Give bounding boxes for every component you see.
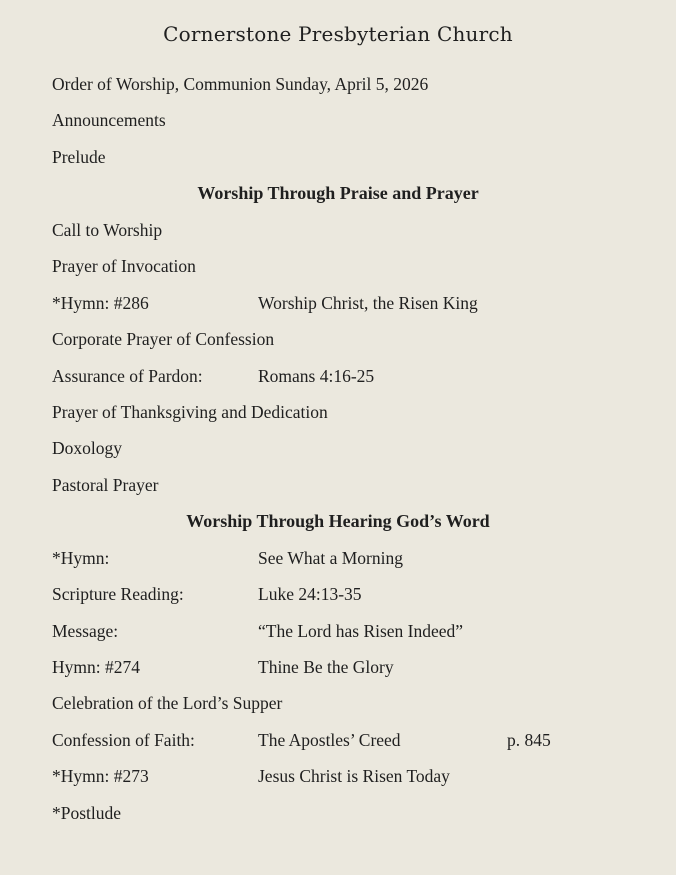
line-label: Corporate Prayer of Confession [52,329,275,350]
line-detail: “The Lord has Risen Indeed” [258,620,464,641]
line-label: *Hymn: [52,547,110,568]
line-label: Announcements [52,110,166,131]
line-detail: Jesus Christ is Risen Today [258,766,450,787]
bulletin-line [0,649,676,685]
bulletin-line [0,394,676,430]
bulletin-line [0,139,676,175]
line-label: Prelude [52,146,106,167]
bulletin-line [0,467,676,503]
line-page-ref: p. 845 [507,729,551,750]
bulletin-line [0,795,676,831]
bulletin-line [0,613,676,649]
bulletin-line [0,321,676,357]
line-label: Prayer of Thanksgiving and Dedication [52,401,328,422]
bulletin-line [0,685,676,721]
line-label: Prayer of Invocation [52,256,196,277]
line-label: *Hymn: #286 [52,292,149,313]
section-heading: Worship Through Praise and Prayer [197,183,479,204]
line-detail: Worship Christ, the Risen King [258,292,478,313]
line-label: Scripture Reading: [52,584,184,605]
order-of-worship-list [0,66,676,831]
bulletin-line [0,248,676,284]
bulletin-line [0,212,676,248]
line-label: Pastoral Prayer [52,474,159,495]
line-label: Celebration of the Lord’s Supper [52,693,283,714]
bulletin-line [0,576,676,612]
bulletin-line [0,540,676,576]
section-heading: Worship Through Hearing God’s Word [186,511,490,532]
bulletin-line [0,758,676,794]
line-detail: Romans 4:16-25 [258,365,375,386]
line-detail: Luke 24:13-35 [258,584,362,605]
bulletin-line [0,358,676,394]
line-label: Confession of Faith: [52,729,195,750]
line-label: *Hymn: #273 [52,766,149,787]
bulletin-line [0,285,676,321]
line-detail: See What a Morning [258,547,403,568]
bulletin-line [0,66,676,102]
line-label: Message: [52,620,119,641]
line-label: Hymn: #274 [52,657,140,677]
bulletin-line [0,430,676,466]
line-label: Call to Worship [52,219,163,240]
line-label: *Postlude [52,802,122,823]
line-label: Order of Worship, Communion Sunday, April 5, 2026 [52,74,429,94]
line-detail: The Apostles’ Creed [258,729,401,750]
line-detail: Thine Be the Glory [258,657,394,677]
bulletin-line [0,722,676,758]
page-title: Cornerstone Presbyterian Church [163,22,513,46]
line-label: Doxology [52,438,122,459]
bulletin-line [0,102,676,138]
line-label: Assurance of Pardon: [52,365,203,386]
